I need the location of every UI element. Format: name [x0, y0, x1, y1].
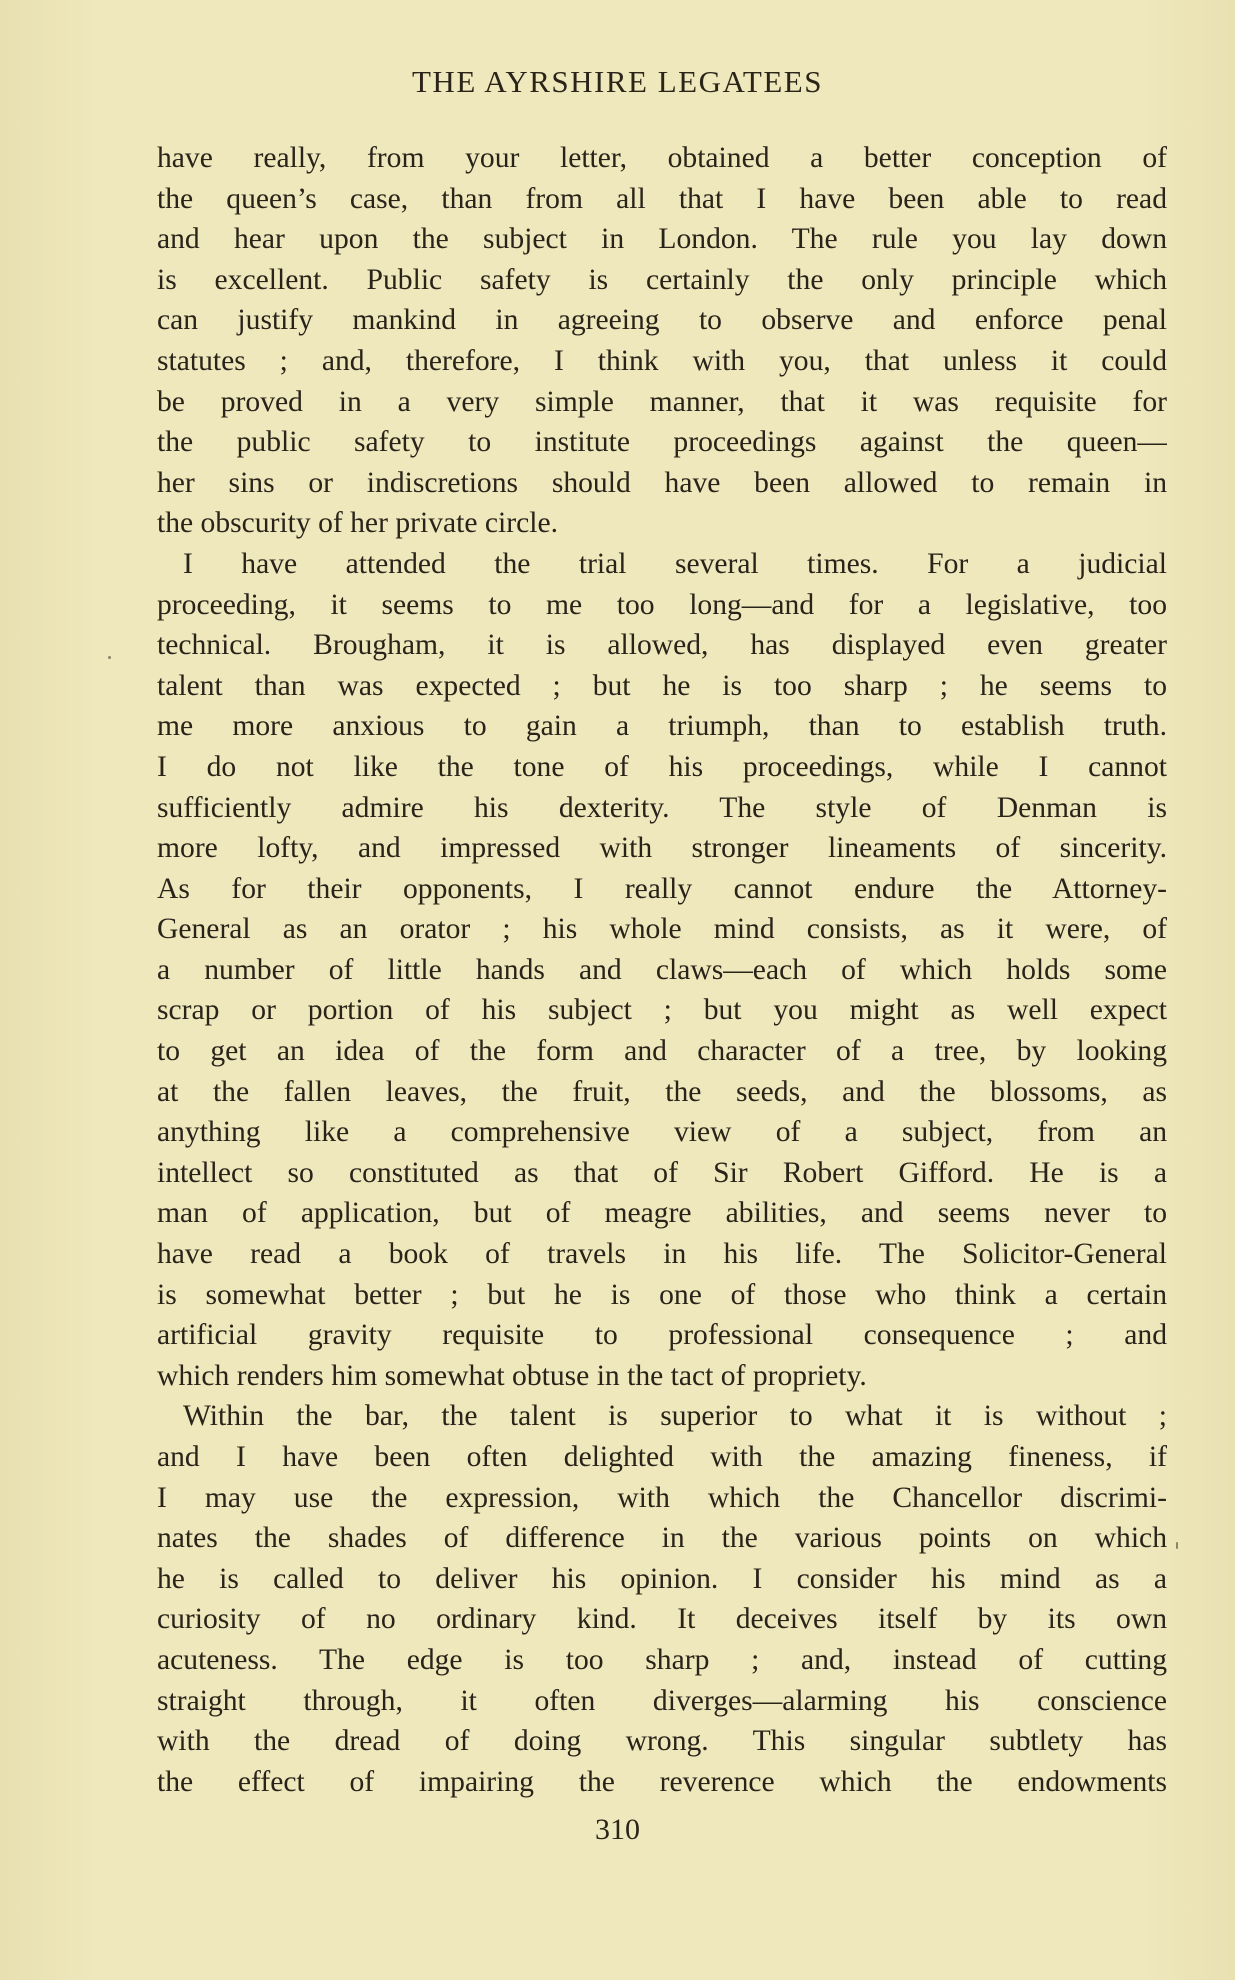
text-line: be proved in a very simple manner, that it was requisite for [157, 385, 1167, 418]
text-line: me more anxious to gain a triumph, than to establish truth. [157, 710, 1167, 743]
text-line: which renders him somewhat obtuse in the tact of propriety. [157, 1359, 867, 1392]
paper-fleck [1176, 1542, 1178, 1549]
text-line: statutes ; and, therefore, I think with you, that unless it could [157, 344, 1167, 377]
text-line: with the dread of doing wrong. This singular subtlety has [157, 1725, 1167, 1758]
text-line: the obscurity of her private circle. [157, 507, 558, 540]
text-line: can justify mankind in agreeing to observe and enforce penal [157, 304, 1167, 337]
text-line: nates the shades of difference in the various points on which [157, 1522, 1167, 1555]
text-line: I have attended the trial several times. For a judicial [183, 547, 1167, 580]
text-line: I may use the expression, with which the Chancellor discrimi- [157, 1481, 1167, 1514]
text-line: is excellent. Public safety is certainly the only principle which [157, 263, 1167, 296]
text-line: have read a book of travels in his life. The Solicitor-General [157, 1238, 1167, 1271]
text-line: more lofty, and impressed with stronger lineaments of sincerity. [157, 832, 1167, 865]
text-line: and hear upon the subject in London. The rule you lay down [157, 223, 1167, 256]
text-line: is somewhat better ; but he is one of those who think a certain [157, 1278, 1167, 1311]
running-head: THE AYRSHIRE LEGATEES [412, 64, 823, 99]
text-line: talent than was expected ; but he is too sharp ; he seems to [157, 669, 1167, 702]
text-line: to get an idea of the form and character of a tree, by looking [157, 1035, 1167, 1068]
text-line: straight through, it often diverges—alarming his conscience [157, 1684, 1167, 1717]
text-line: curiosity of no ordinary kind. It deceives itself by its own [157, 1603, 1167, 1636]
text-line: and I have been often delighted with the amazing fineness, if [157, 1441, 1167, 1473]
text-line: her sins or indiscretions should have been allowed to remain in [157, 466, 1167, 499]
body-text [157, 138, 1167, 1802]
text-line: he is called to deliver his opinion. I consider his mind as a [157, 1562, 1167, 1595]
text-line: man of application, but of meagre abilities, and seems never to [157, 1197, 1167, 1230]
text-line: I do not like the tone of his proceedings, while I cannot [157, 750, 1167, 783]
text-line: Within the bar, the talent is superior to what it is without ; [183, 1400, 1167, 1433]
text-line: anything like a comprehensive view of a subject, from an [157, 1116, 1167, 1149]
text-line: technical. Brougham, it is allowed, has displayed even greater [157, 629, 1167, 662]
text-line: a number of little hands and claws—each of which holds some [157, 953, 1167, 986]
text-line: scrap or portion of his subject ; but you might as well expect [157, 994, 1167, 1027]
text-line: intellect so constituted as that of Sir Robert Gifford. He is a [157, 1156, 1167, 1189]
page-number: 310 [595, 1813, 640, 1846]
text-line: at the fallen leaves, the fruit, the seeds, and the blossoms, as [157, 1075, 1167, 1108]
paper-fleck [108, 656, 111, 659]
text-line: proceeding, it seems to me too long—and for a legislative, too [157, 588, 1167, 621]
text-line: sufficiently admire his dexterity. The style of Denman is [157, 791, 1167, 824]
text-line: General as an orator ; his whole mind consists, as it were, of [157, 913, 1167, 946]
text-line: the queen’s case, than from all that I have been able to read [157, 182, 1167, 215]
text-line: acuteness. The edge is too sharp ; and, instead of cutting [157, 1643, 1167, 1676]
text-line: As for their opponents, I really cannot endure the Attorney- [157, 872, 1167, 905]
text-line: the public safety to institute proceedings against the queen— [157, 426, 1167, 459]
text-line: artificial gravity requisite to professional consequence ; and [157, 1319, 1167, 1352]
text-line: have really, from your letter, obtained a better conception of [157, 142, 1167, 174]
text-line: the effect of impairing the reverence which the endowments [157, 1765, 1167, 1798]
